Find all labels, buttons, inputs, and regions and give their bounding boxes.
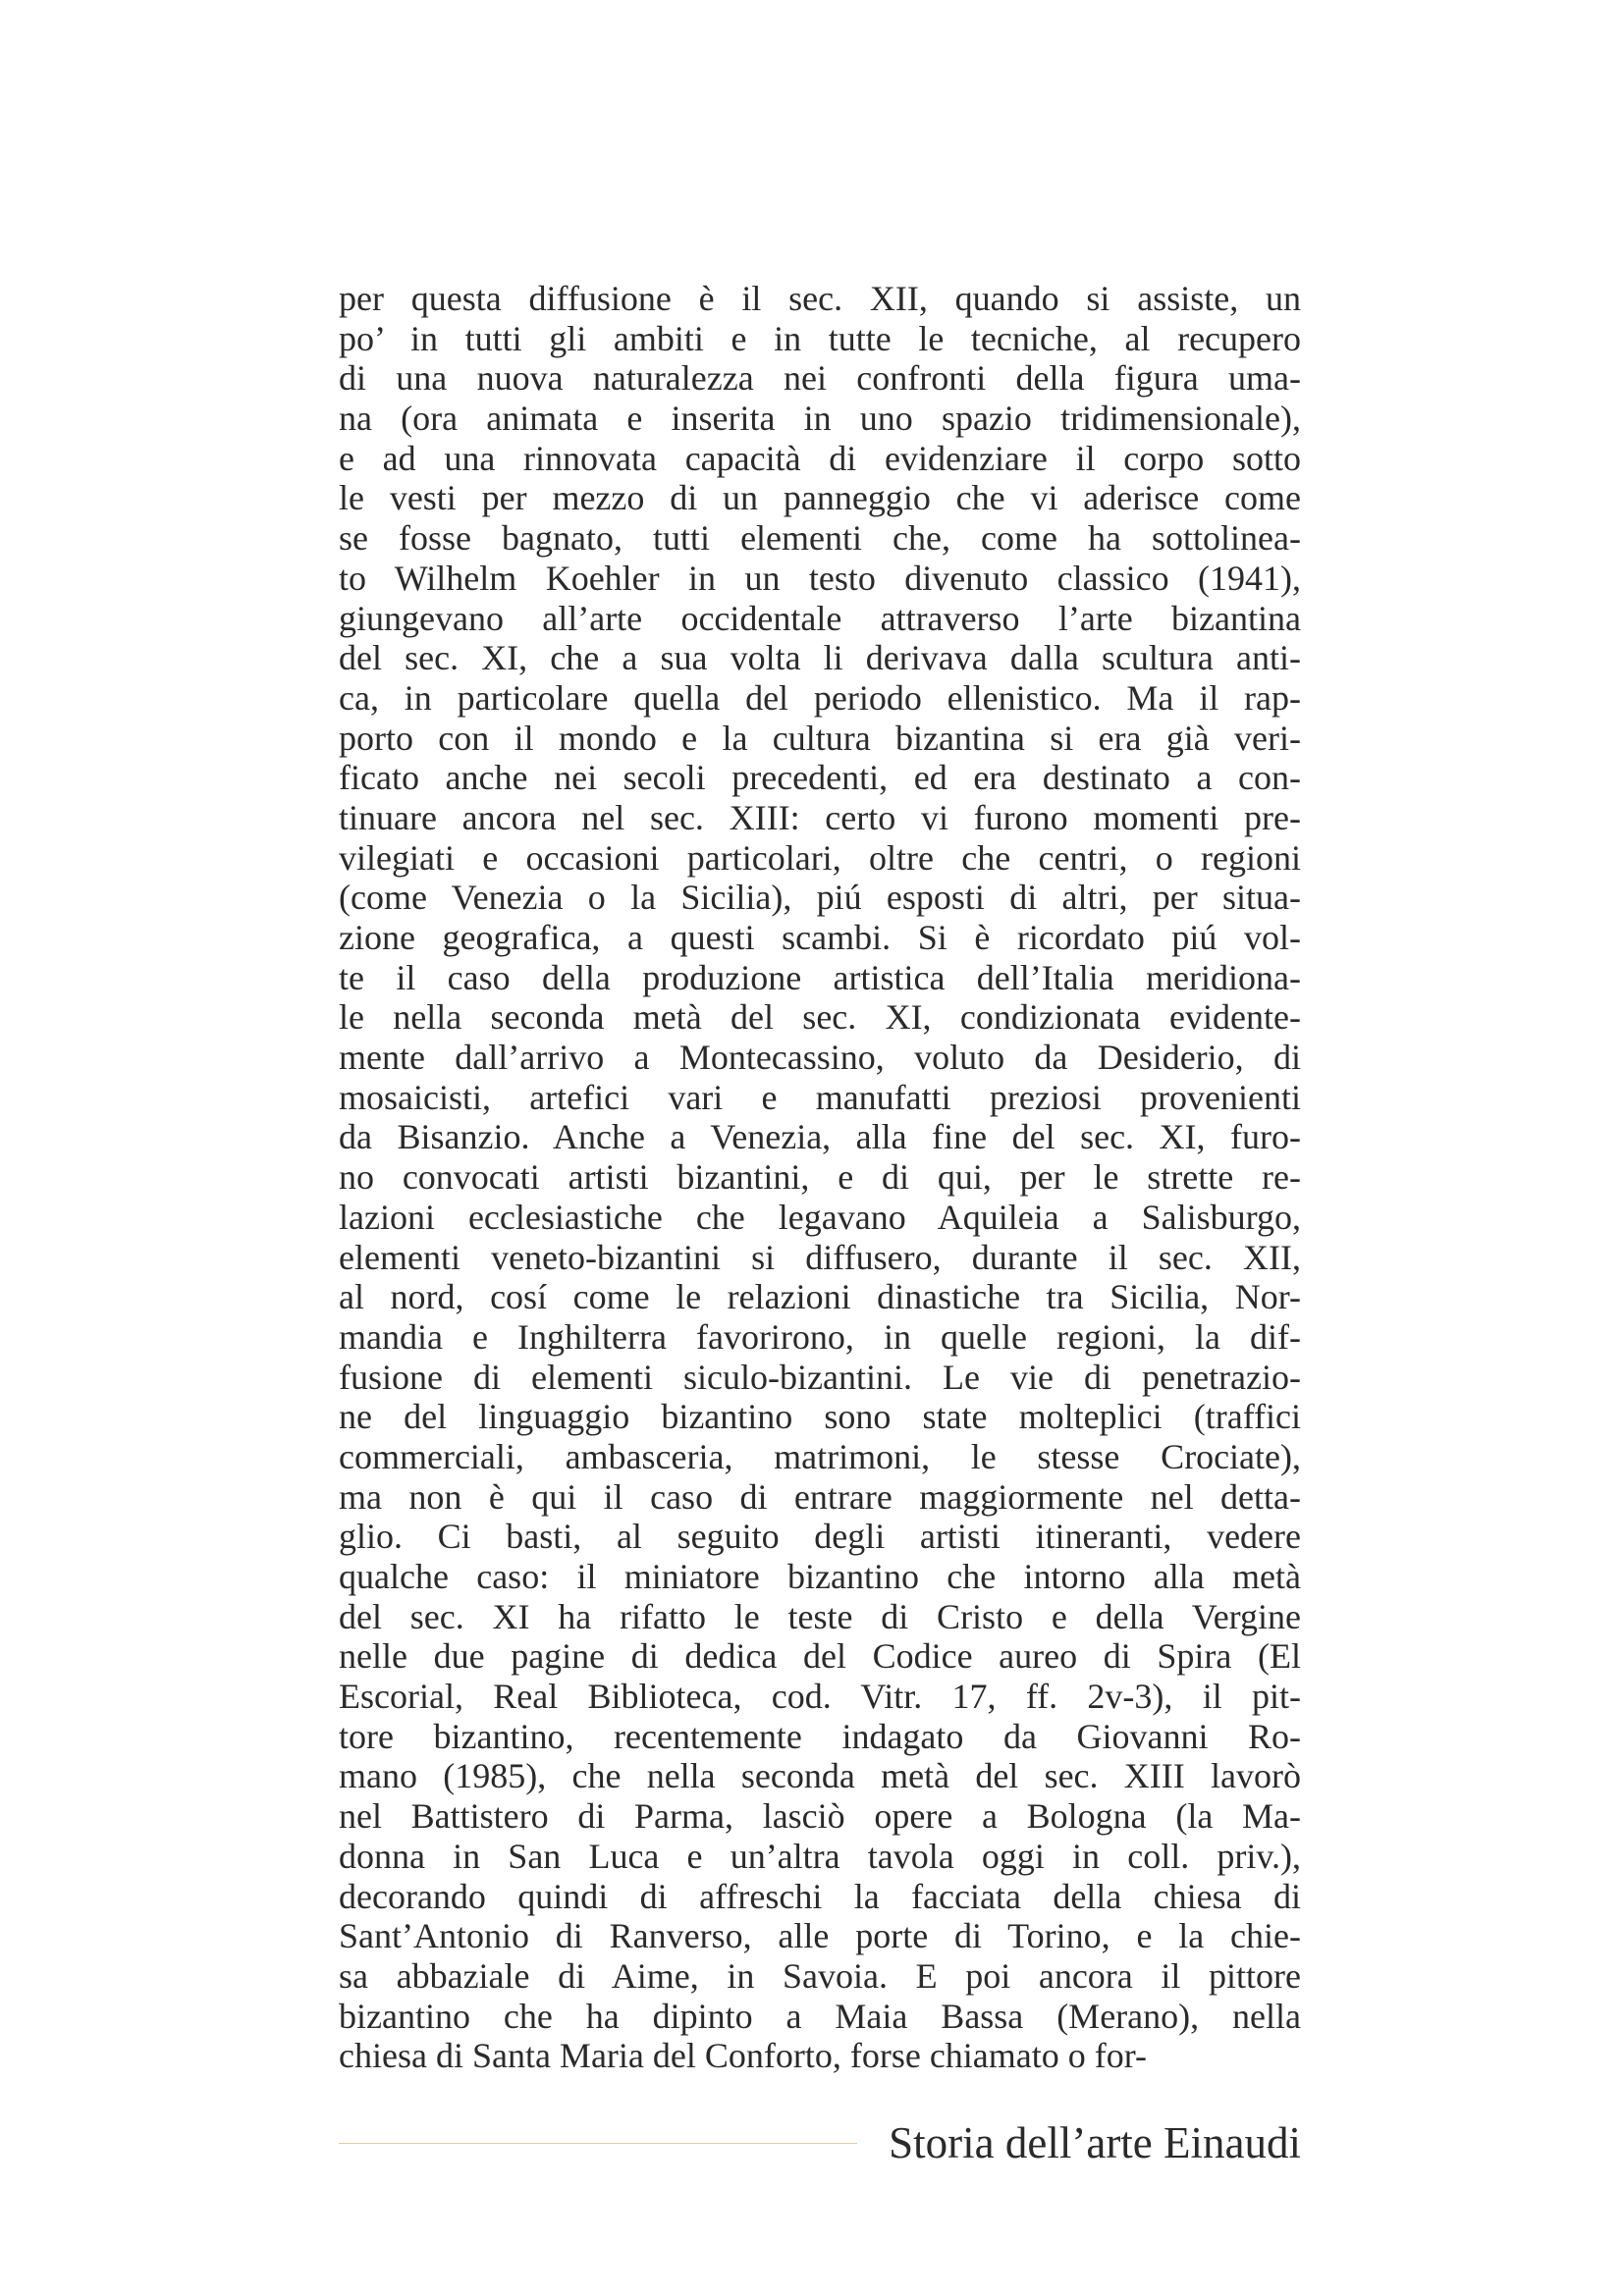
text-line: del sec. XI ha rifatto le teste di Cristo e della Vergine [339, 1596, 1301, 1636]
text-line: del sec. XI, che a sua volta li derivava dalla scultura anti- [339, 638, 1301, 678]
body-text [339, 279, 1301, 2076]
text-line: nelle due pagine di dedica del Codice aureo di Spira (El [339, 1636, 1301, 1677]
text-line: ca, in particolare quella del periodo ellenistico. Ma il rap- [339, 677, 1301, 718]
text-line: (come Venezia o la Sicilia), piú esposti di altri, per situa- [339, 878, 1301, 918]
text-line: porto con il mondo e la cultura bizantina si era già veri- [339, 718, 1301, 758]
text-line: chiesa di Santa Maria del Conforto, forse chiamato o for- [339, 2036, 1148, 2076]
text-line: fusione di elementi siculo-bizantini. Le vie di penetrazio- [339, 1357, 1301, 1397]
text-line: mano (1985), che nella seconda metà del sec. XIII lavorò [339, 1756, 1301, 1796]
text-line: decorando quindi di affreschi la facciata della chiesa di [339, 1876, 1301, 1916]
text-line: tinuare ancora nel sec. XIII: certo vi furono momenti pre- [339, 797, 1301, 837]
text-line: bizantino che ha dipinto a Maia Bassa (Merano), nella [339, 1996, 1301, 2036]
text-line: donna in San Luca e un’altra tavola oggi in coll. priv.), [339, 1836, 1301, 1876]
text-line: tore bizantino, recentemente indagato da Giovanni Ro- [339, 1716, 1301, 1756]
text-line: glio. Ci basti, al seguito degli artisti itineranti, vedere [339, 1517, 1301, 1557]
text-line: nel Battistero di Parma, lasciò opere a Bologna (la Ma- [339, 1796, 1301, 1837]
text-line: le nella seconda metà del sec. XI, condizionata evidente- [339, 997, 1301, 1038]
text-line: ma non è qui il caso di entrare maggiormente nel detta- [339, 1476, 1301, 1517]
text-line: giungevano all’arte occidentale attraverso l’arte bizantina [339, 598, 1301, 638]
text-line: lazioni ecclesiastiche che legavano Aquileia a Salisburgo, [339, 1197, 1301, 1237]
footer-rule [339, 2143, 857, 2144]
text-line: po’ in tutti gli ambiti e in tutte le tecniche, al recupero [339, 318, 1301, 358]
text-line: Escorial, Real Biblioteca, cod. Vitr. 17, ff. 2v-3), il pit- [339, 1677, 1301, 1717]
text-line: to Wilhelm Koehler in un testo divenuto classico (1941), [339, 558, 1301, 598]
text-line: sa abbaziale di Aime, in Savoia. E poi ancora il pittore [339, 1955, 1301, 1996]
text-line: qualche caso: il miniatore bizantino che intorno alla metà [339, 1557, 1301, 1596]
text-line: mente dall’arrivo a Montecassino, voluto da Desiderio, di [339, 1038, 1301, 1078]
text-line: ne del linguaggio bizantino sono state molteplici (traffici [339, 1397, 1301, 1437]
text-line: da Bisanzio. Anche a Venezia, alla fine del sec. XI, furo- [339, 1117, 1301, 1157]
text-line: vilegiati e occasioni particolari, oltre che centri, o regioni [339, 837, 1301, 878]
text-line: commerciali, ambasceria, matrimoni, le stesse Crociate), [339, 1436, 1301, 1476]
page-footer [339, 2113, 1301, 2172]
text-line: Sant’Antonio di Ranverso, alle porte di Torino, e la chie- [339, 1916, 1301, 1956]
text-line: per questa diffusione è il sec. XII, quando si assiste, un [339, 279, 1301, 318]
text-line: no convocati artisti bizantini, e di qui, per le strette re- [339, 1157, 1301, 1198]
footer-title: Storia dell’arte Einaudi [889, 2118, 1301, 2167]
text-line: e ad una rinnovata capacità di evidenziare il corpo sotto [339, 438, 1301, 478]
text-line: ficato anche nei secoli precedenti, ed era destinato a con- [339, 758, 1301, 798]
text-line: mosaicisti, artefici vari e manufatti preziosi provenienti [339, 1077, 1301, 1117]
text-line: mandia e Inghilterra favorirono, in quelle regioni, la dif- [339, 1316, 1301, 1357]
text-line: zione geografica, a questi scambi. Si è ricordato piú vol- [339, 918, 1301, 957]
text-line: te il caso della produzione artistica dell’Italia meridiona- [339, 957, 1301, 997]
text-line: le vesti per mezzo di un panneggio che vi aderisce come [339, 478, 1301, 518]
text-line: al nord, cosí come le relazioni dinastiche tra Sicilia, Nor- [339, 1277, 1301, 1317]
text-line: na (ora animata e inserita in uno spazio tridimensionale), [339, 399, 1301, 439]
text-line: di una nuova naturalezza nei confronti della figura uma- [339, 358, 1301, 399]
text-line: se fosse bagnato, tutti elementi che, come ha sottolinea- [339, 518, 1301, 559]
text-line: elementi veneto-bizantini si diffusero, durante il sec. XII, [339, 1237, 1301, 1277]
